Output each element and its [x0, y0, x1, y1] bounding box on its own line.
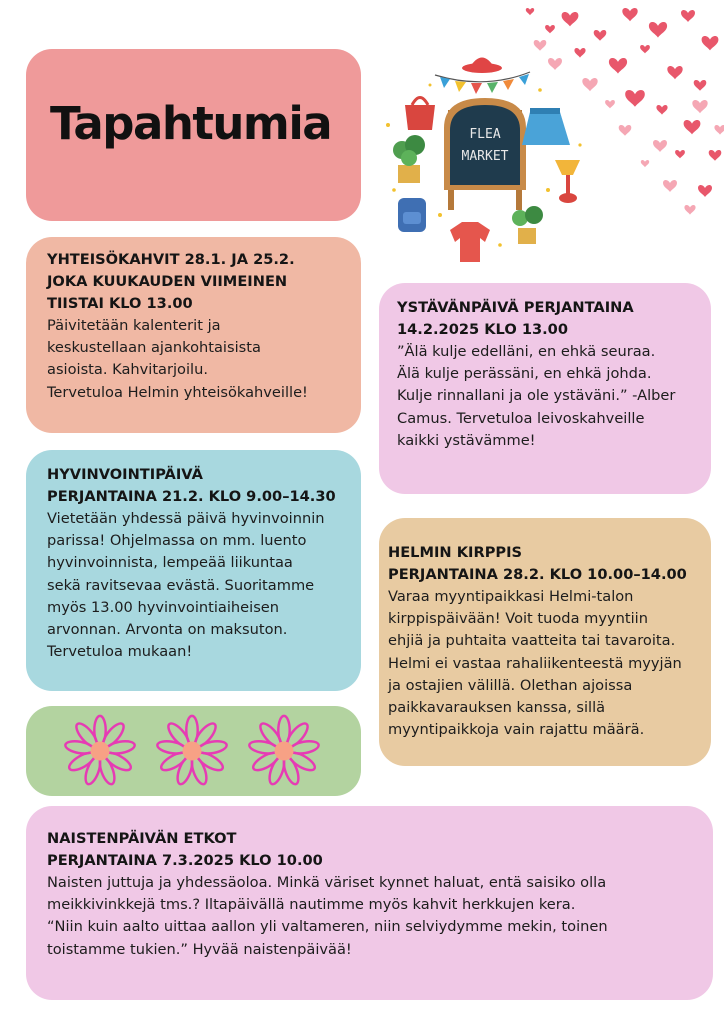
event-card-womens-day [26, 806, 713, 1000]
flower-icon [154, 710, 230, 792]
title-card [26, 49, 361, 221]
event-heading: YHTEISÖKAHVIT 28.1. JA 25.2. JOKA KUUKAUDEN VIIMEINEN TIISTAI KLO 13.00 [47, 251, 295, 312]
event-heading: YSTÄVÄNPÄIVÄ PERJANTAINA 14.2.2025 KLO 13.00 [397, 299, 634, 338]
event-description: ”Älä kulje edelläni, en ehkä seuraa. Älä kulje perässäni, en ehkä johda. Kulje rinnallani ja ole ystäväni.” -Alber Camus. Tervetuloa leivoskahveille kaikki ystävämme! [397, 343, 676, 449]
event-description: Naisten juttuja ja yhdessäoloa. Minkä väriset kynnet haluat, entä saisiko olla meikkivinkkejä tms.? Iltapäivällä nautimme myös kahvit herkkujen kera. “Niin kuin aalto uittaa aallon yli valtameren, niin selviydymme mekin, toinen toistamme tukien.” Hyvää naistenpäivää! [47, 874, 608, 958]
event-heading: NAISTENPÄIVÄN ETKOT PERJANTAINA 7.3.2025 KLO 10.00 [47, 830, 323, 869]
flea-sign-line2: MARKET [461, 149, 509, 164]
flower-icon [246, 710, 322, 792]
event-heading: HYVINVOINTIPÄIVÄ PERJANTAINA 21.2. KLO 9.00–14.30 [47, 466, 336, 505]
page-title: Tapahtumia [50, 97, 332, 150]
event-card-flea-market [379, 518, 711, 766]
event-description: Vietetään yhdessä päivä hyvinvoinnin parissa! Ohjelmassa on mm. luento hyvinvoinnista, lempeää liikuntaa sekä ravitsevaa evästä. Suoritamme myös 13.00 hyvinvointiaiheisen arvonnan. Arvonta on maksuton. Tervetuloa mukaan! [47, 510, 325, 661]
event-heading: HELMIN KIRPPIS PERJANTAINA 28.2. KLO 10.00–14.00 [388, 544, 687, 583]
event-card-valentines-day [379, 283, 711, 494]
event-card-wellness-day [26, 450, 361, 691]
event-description: Varaa myyntipaikkasi Helmi-talon kirppispäivään! Voit tuoda myyntiin ehjiä ja puhtaita vaatteita tai tavaroita. Helmi ei vastaa rahaliikenteestä myyjän ja ostajien välillä. Olethan ajoissa paikkavarauksen kanssa, sillä myyntipaikkoja vain rajattu määrä. [388, 588, 682, 739]
flea-market-illustration [380, 50, 590, 270]
event-description: Päivitetään kalenterit ja keskustellaan ajankohtaisista asioista. Kahvitarjoilu. Tervetuloa Helmin yhteisökahveille! [47, 317, 308, 401]
flower-icon [62, 710, 138, 792]
flowers-decoration-card [26, 706, 361, 796]
event-card-community-coffee [26, 237, 361, 433]
flea-sign-line1: FLEA [469, 127, 501, 142]
